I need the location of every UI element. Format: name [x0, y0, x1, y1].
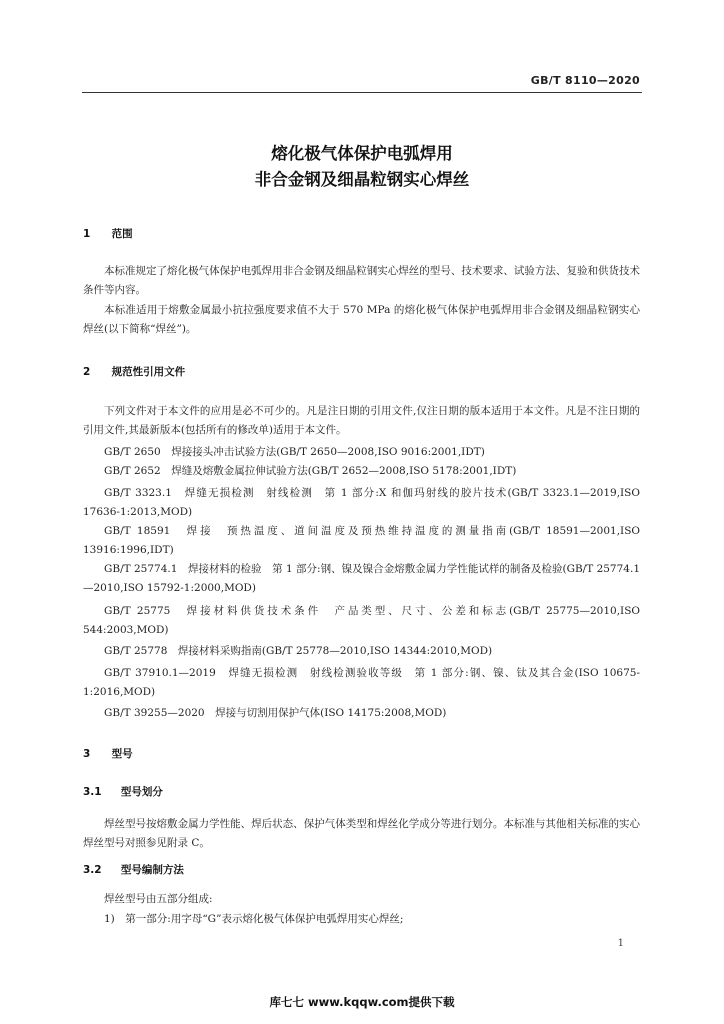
normative-reference-item: GB/T 25775 焊接材料供货技术条件 产品类型、尺寸、公差和标志(GB/T 25775—2010,ISO 544:2003,MOD) — [83, 605, 640, 636]
normative-reference-item: GB/T 25774.1 焊接材料的检验 第 1 部分:钢、镍及镍合金熔敷金属力学性能试样的制备及检验(GB/T 25774.1—2010,ISO 15792-1:2000,MOD) — [83, 563, 640, 594]
section-3-2-paragraph: 焊丝型号由五部分组成: — [104, 893, 213, 905]
header-rule — [82, 92, 642, 93]
normative-reference-item: GB/T 25778 焊接材料采购指南(GB/T 25778—2010,ISO 14344:2010,MOD) — [104, 645, 493, 657]
section-3-2-list-item-1: 1) 第一部分:用字母“G”表示熔化极气体保护电弧焊用实心焊丝; — [104, 913, 404, 925]
normative-reference-item: GB/T 2650 焊接接头冲击试验方法(GB/T 2650—2008,ISO 9016:2001,IDT) — [104, 446, 485, 458]
normative-reference-item: GB/T 2652 焊缝及熔敷金属拉伸试验方法(GB/T 2652—2008,ISO 5178:2001,IDT) — [104, 465, 517, 477]
section-1-heading — [83, 226, 133, 241]
normative-reference-item: GB/T 18591 焊接 预热温度、道间温度及预热维持温度的测量指南(GB/T 18591—2001,ISO 13916:1996,IDT) — [83, 525, 640, 556]
section-3-2-heading — [83, 862, 184, 877]
page-number: 1 — [617, 938, 624, 949]
section-number: 3 — [83, 748, 91, 760]
footer-watermark: 库七七 www.kqqw.com提供下载 — [269, 995, 455, 1009]
section-2-intro: 下列文件对于本文件的应用是必不可少的。凡是注日期的引用文件,仅注日期的版本适用于本文件。凡是不注日期的引用文件,其最新版本(包括所有的修改单)适用于本文件。 — [83, 405, 640, 436]
section-title: 型号 — [111, 748, 133, 760]
section-title: 型号划分 — [120, 786, 163, 798]
section-1-paragraph-2: 本标准适用于熔敷金属最小抗拉强度要求值不大于 570 MPa 的熔化极气体保护电弧焊用非合金钢及细晶粒钢实心焊丝(以下简称“焊丝”)。 — [83, 304, 640, 335]
normative-reference-item: GB/T 39255—2020 焊接与切割用保护气体(ISO 14175:2008,MOD) — [104, 707, 447, 719]
section-2-heading — [83, 364, 185, 379]
section-number: 1 — [83, 228, 91, 240]
section-number: 3.2 — [83, 864, 102, 876]
section-number: 2 — [83, 366, 91, 378]
section-3-1-heading — [83, 784, 163, 799]
section-title: 范围 — [111, 228, 133, 240]
section-1-paragraph-1: 本标准规定了熔化极气体保护电弧焊用非合金钢及细晶粒钢实心焊丝的型号、技术要求、试验方法、复验和供货技术条件等内容。 — [83, 265, 640, 296]
document-title-line2: 非合金钢及细晶粒钢实心焊丝 — [254, 170, 470, 189]
section-title: 规范性引用文件 — [111, 366, 186, 378]
normative-reference-item: GB/T 3323.1 焊缝无损检测 射线检测 第 1 部分:X 和伽玛射线的胶片技术(GB/T 3323.1—2019,ISO 17636-1:2013,MOD) — [83, 487, 640, 518]
section-3-heading — [83, 746, 133, 761]
normative-reference-item: GB/T 37910.1—2019 焊缝无损检测 射线检测验收等级 第 1 部分:钢、镍、钛及其合金(ISO 10675-1:2016,MOD) — [83, 667, 640, 698]
standard-code: GB/T 8110—2020 — [530, 74, 640, 87]
section-number: 3.1 — [83, 786, 102, 798]
document-title-line1: 熔化极气体保护电弧焊用 — [271, 144, 453, 163]
section-3-1-paragraph: 焊丝型号按熔敷金属力学性能、焊后状态、保护气体类型和焊丝化学成分等进行划分。本标准与其他相关标准的实心焊丝型号对照参见附录 C。 — [83, 818, 640, 849]
section-title: 型号编制方法 — [120, 864, 184, 876]
